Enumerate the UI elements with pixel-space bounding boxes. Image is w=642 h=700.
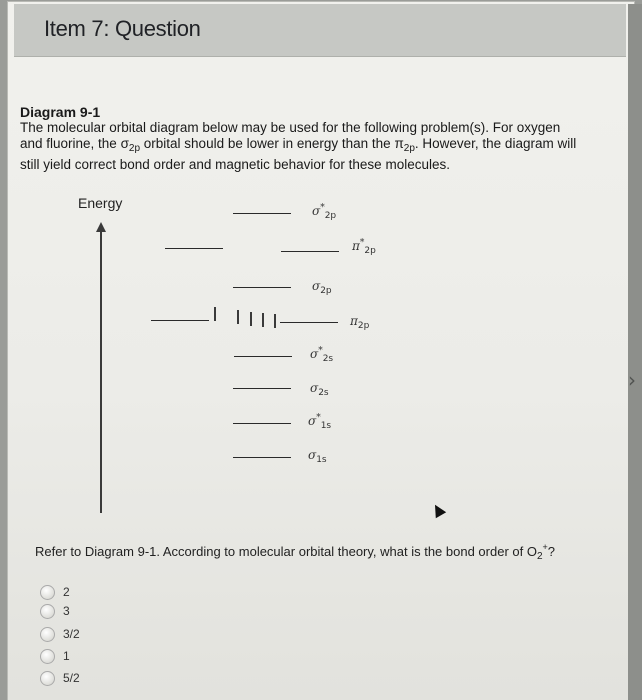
window-edge [628,4,642,700]
grid-mark [237,310,239,324]
level-sigma-star-1s [233,423,291,424]
level-sigma-2p [233,287,291,288]
orbital-label: $\sigma^*_{2s}$ [310,346,334,364]
description-line-2: and fluorine, the $\sigma_{2p}$ orbital should be lower in energy than the $\pi_{2p}$. However, the diagram will [20,136,577,154]
radio-button[interactable] [40,627,55,642]
energy-axis-label: Energy [78,195,123,211]
radio-button[interactable] [40,604,55,619]
radio-button[interactable] [40,671,55,686]
level-sigma-1s [233,457,291,458]
choice-option[interactable]: 2 [40,583,180,601]
grid-mark [274,314,276,328]
grid-mark [250,312,252,326]
energy-axis [100,230,102,513]
next-chevron-icon[interactable]: › [628,368,636,392]
level-sigma-star-2s [234,356,292,357]
description-line-1: The molecular orbital diagram below may be used for the following problem(s). For oxygen [20,120,561,135]
orbital-label: $\pi^*_{2p}$ [352,238,376,256]
page-title: Item 7: Question [44,16,201,41]
orbital-label: $\pi_{2p}$ [350,314,370,331]
orbital-label: $\sigma^*_{2p}$ [312,203,337,221]
level-pi-2p-left [151,320,209,321]
grid-mark [262,313,264,327]
question-body [20,105,620,173]
level-pi-star-2p-left [165,248,223,249]
orbital-label: $\sigma_{2p}$ [312,279,332,296]
level-pi-star-2p-right [281,251,339,252]
question-prompt: Refer to Diagram 9-1. According to molecular orbital theory, what is the bond order of $O_2^+$? [35,542,556,562]
level-sigma-2s [233,388,291,389]
orbital-label: $\sigma_{2s}$ [310,381,329,398]
orbital-label: $\sigma^*_{1s}$ [308,413,332,431]
choice-option[interactable]: 1 [40,647,180,665]
description-line-3: still yield correct bond order and magnetic behavior for these molecules. [20,157,450,172]
question-header [14,4,626,57]
diagram-heading: Diagram 9-1 [20,104,101,120]
level-sigma-star-2p [233,213,291,214]
radio-button[interactable] [40,585,55,600]
choice-option[interactable]: 5/2 [40,669,180,687]
radio-button[interactable] [40,649,55,664]
grid-mark [214,307,216,321]
orbital-label: $\sigma_{1s}$ [308,448,327,465]
level-pi-2p-right [280,322,338,323]
choice-option[interactable]: 3/2 [40,625,180,643]
choice-option[interactable]: 3 [40,602,180,620]
